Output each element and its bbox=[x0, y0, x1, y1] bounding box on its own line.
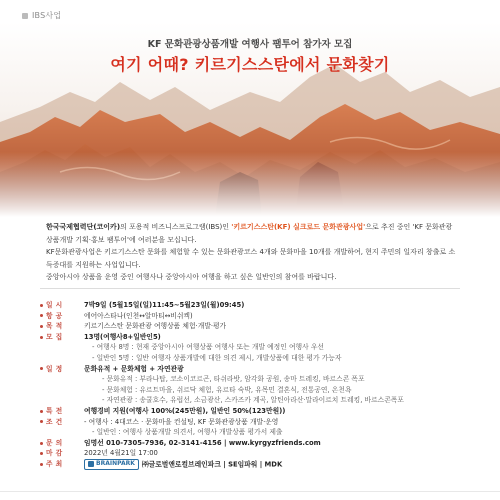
info-list bbox=[40, 300, 470, 470]
host-names: ㈜글로벌앤로컬브레인파크 | SE임파워 | MDK bbox=[141, 460, 283, 469]
dot-icon bbox=[40, 420, 43, 423]
info-value: 7박9일 (5월15일(일)11:45~5월23일(월)09:45) bbox=[84, 301, 245, 309]
info-row-purpose bbox=[40, 321, 470, 332]
info-label: 목적 bbox=[46, 322, 66, 331]
info-label: 항공 bbox=[46, 311, 66, 320]
info-value: 13명(여행사8+일반인5) bbox=[84, 332, 161, 341]
hero-banner bbox=[0, 22, 500, 217]
info-row-schedule bbox=[40, 364, 470, 375]
info-label: 일정 bbox=[46, 364, 66, 373]
intro-paragraph-1 bbox=[46, 221, 458, 246]
info-row-condition bbox=[40, 417, 470, 428]
info-row-airline bbox=[40, 311, 470, 322]
brainpark-logo-text: BRAINPARK bbox=[96, 460, 135, 468]
info-row-contact bbox=[40, 438, 470, 449]
intro-org: 한국국제협력단(코이카) bbox=[46, 223, 121, 231]
info-label: 주최 bbox=[46, 459, 66, 468]
section-tag bbox=[22, 9, 61, 22]
hero-title: 여기 어때? 키르기스스탄에서 문화찾기 bbox=[110, 55, 390, 74]
info-row-recruit bbox=[40, 332, 470, 343]
dot-icon bbox=[40, 442, 43, 445]
intro-text-b: 으로 추진 중인 'KF 문화관광상품개발 기획·홍보 팸투어'에 여러분을 모십니다. bbox=[46, 223, 453, 244]
info-label: 일시 bbox=[46, 301, 66, 309]
info-subline: - 일반인 5명 : 일반 여행자 상품개발에 대한 의견 제시, 개발상품에 대한 평가 가능자 bbox=[92, 353, 342, 362]
brainpark-logo-icon bbox=[88, 461, 94, 467]
info-subline: - 문화체험 : 유르트마을, 쉬르닥 체험, 유르타 숙박, 유목민 결혼식, 전통공연, 온천욕 bbox=[102, 385, 352, 394]
info-row-deadline bbox=[40, 448, 470, 459]
info-row-host bbox=[40, 459, 470, 470]
dot-icon bbox=[40, 367, 43, 370]
info-value: - 여행사 : 4대코스 · 문화마을 컨설팅, KF 문화관광상품 개발·운영 bbox=[84, 417, 279, 426]
info-subline: - 여행사 8명 : 현재 중앙아시아 여행상품 여행사 또는 개발 예정인 여행사 우선 bbox=[92, 343, 324, 352]
info-value bbox=[84, 459, 282, 470]
info-label: 마감 bbox=[46, 449, 66, 458]
info-value: 임명선 010-7305-7936, 02-3141-4156 | www.kyrgyzfriends.com bbox=[84, 438, 321, 447]
section-tag-label: IBS사업 bbox=[32, 11, 62, 20]
info-label: 문의 bbox=[46, 438, 66, 447]
dot-icon bbox=[40, 314, 43, 317]
info-value: 에어아스타나(인천↔알마티↔비쉬켁) bbox=[84, 311, 193, 320]
dot-icon bbox=[40, 463, 43, 466]
info-value: 2022년 4월21일 17:00 bbox=[84, 449, 158, 458]
info-label: 특전 bbox=[46, 406, 66, 415]
info-value: 여행경비 지원(여행사 100%(245만원), 일반인 50%(123만원)) bbox=[84, 406, 286, 415]
intro-paragraph-3: 중앙아시아 상품을 운영 중인 여행사나 중앙아시아 여행을 하고 싶은 일반인의 참여를 바랍니다. bbox=[46, 273, 337, 281]
dot-icon bbox=[40, 325, 43, 328]
info-subline: - 자연관광 : 송쿨호수, 유럽선, 소금광산, 스카즈카 계곡, 알틴아라산·말라이르치 트레킹, 바르스콘폭포 bbox=[102, 396, 404, 405]
info-label: 모집 bbox=[46, 332, 66, 341]
dot-icon bbox=[40, 410, 43, 413]
hero-subtitle: KF 문화관광상품개발 여행사 팸투어 참가자 모집 bbox=[147, 39, 353, 50]
intro-text bbox=[46, 221, 458, 284]
footer-divider bbox=[0, 491, 500, 492]
info-label: 조건 bbox=[46, 417, 66, 426]
section-divider bbox=[40, 288, 460, 289]
dot-icon bbox=[40, 452, 43, 455]
intro-text-a: 의 포용적 비즈니스프로그램(IBS)인 bbox=[120, 223, 232, 231]
square-icon bbox=[22, 13, 28, 19]
brainpark-logo bbox=[84, 459, 139, 470]
info-row-support bbox=[40, 406, 470, 417]
dot-icon bbox=[40, 336, 43, 339]
dot-icon bbox=[40, 304, 43, 307]
info-subline: - 문화유적 : 부라나탑, 코소이코르곤, 타쉬라밧, 암각화 공원, 송마 트레킹, 바르스콘 폭포 bbox=[102, 375, 365, 384]
info-value: 키르기스스탄 문화관광 여행상품 체험·개발·평가 bbox=[84, 322, 227, 331]
info-value: 문화유적 + 문화체험 + 자연관광 bbox=[84, 364, 184, 373]
info-subline: - 일반인 : 여행사 상품개발 의견서, 여행사 개발상품 평가서 제출 bbox=[92, 428, 283, 437]
intro-highlight: '키르기스스탄(KF) 실크로드 문화관광사업' bbox=[231, 223, 366, 231]
intro-paragraph-2: KF문화관광사업은 키르기스스탄 문화를 체험할 수 있는 문화관광코스 4개와 문화마을 10개를 개발하여, 현지 주민의 일자리 창출로 소득증대를 지원하는 사업입니다. bbox=[46, 248, 456, 269]
info-row-date bbox=[40, 300, 470, 311]
